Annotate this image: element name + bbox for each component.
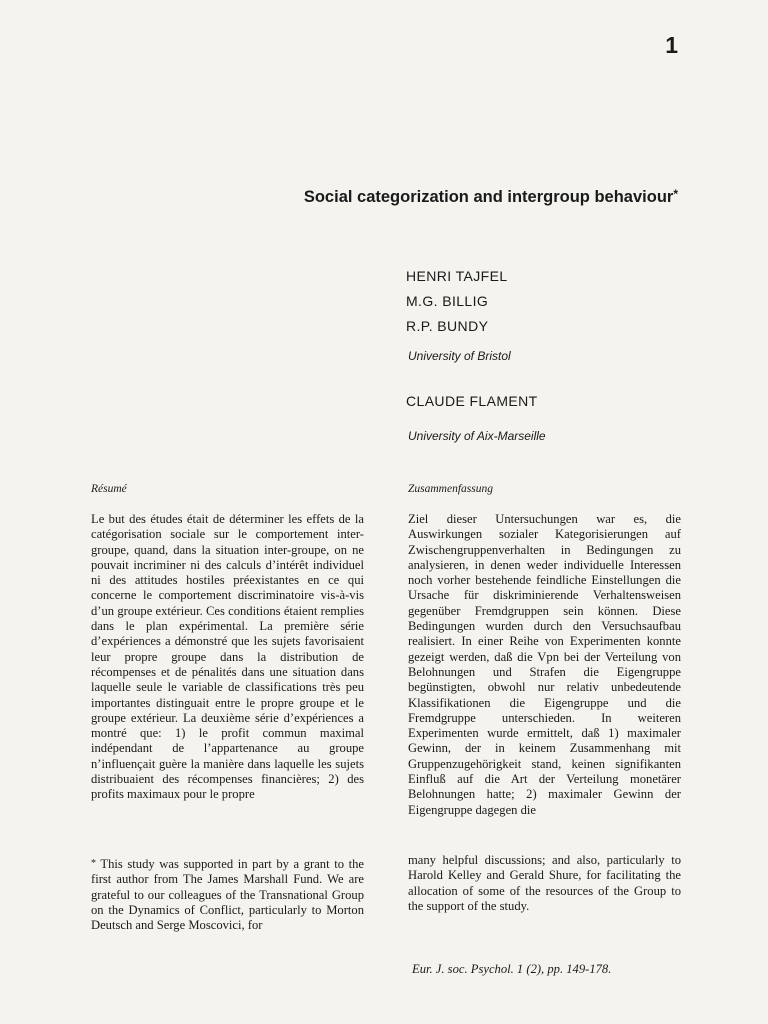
page-number: 1 — [665, 32, 678, 58]
zusammenfassung-heading: Zusammenfassung — [408, 483, 493, 495]
journal-citation: Eur. J. soc. Psychol. 1 (2), pp. 149-178. — [412, 962, 612, 976]
author-list-aix — [406, 389, 538, 414]
author-list-bristol — [406, 264, 508, 339]
article-title — [304, 187, 678, 207]
zusammenfassung-text: Ziel dieser Untersuchungen war es, die Auswirkungen sozialer Kategorisierungen auf Zwischengruppenverhalten in Bedingungen zu analysieren, in denen weder individuelle Interessen noch vorher bestehende feindliche Einstellungen die Ursache für diskriminierende Verhaltensweisen gegenüber Fremdgruppen sein können. Diese Bedingungen wurden durch den Versuchsaufbau realisiert. In einer Reihe von Experimenten konnte gezeigt werden, daß die Vpn bei der Verteilung von Belohnungen und Strafen die Eigengruppe begünstigten, obwohl nur relativ unbedeutende Klassifikationen die Eigengruppe und die Fremdgruppe unterschieden. In weiteren Experimenten wurde ermittelt, daß 1) maximaler Gewinn, der in keinem Zusammenhang mit Gruppenzugehörigkeit stand, keinen signifikanten Einfluß auf die Art der Verteilung monetärer Belohnungen hatte; 2) maximaler Gewinn der Eigengruppe dagegen die — [408, 512, 681, 817]
zusammenfassung-abstract — [408, 512, 681, 818]
resume-abstract — [91, 512, 364, 803]
author-name: R.P. BUNDY — [406, 318, 489, 334]
author-name: M.G. BILLIG — [406, 293, 489, 309]
footnote-right — [408, 853, 681, 914]
article-title-text: Social categorization and intergroup behaviour — [303, 188, 674, 206]
footnote-right-text: many helpful discussions; and also, particularly to Harold Kelley and Gerald Shure, for facilitating the allocation of some of the resources of the Group to the support of the study. — [408, 853, 681, 913]
author-name: HENRI TAJFEL — [406, 268, 508, 284]
footnote-left-text: This study was supported in part by a grant to the first author from The James Marshall Fund. We are grateful to our colleagues of the Transnational Group on the Dynamics of Conflict, particularly to Morton Deutsch and Serge Moscovici, for — [91, 857, 364, 933]
resume-text: Le but des études était de déterminer les effets de la catégorisation sociale sur le comportement inter-groupe, quand, dans la situation inter-groupe, on ne pouvait incriminer ni des calculs d’intérêt individuel ni des attitudes hostiles préexistantes en ce qui concerne le comportement discriminatoire vis-à-vis d’un groupe extérieur. Ces conditions étaient remplies dans le plan expérimental. La première série d’expériences a démonstré que les sujets favorisaient leur propre groupe dans la distribution de récompenses et de pénalités dans une situation dans laquelle seule le variable de classifications très peu importantes distinguait entre le propre groupe et le groupe extérieur. La deuxième série d’expériences a montré que: 1) le profit commun maximal indépendant de l’appartenance au groupe n’influençait guère la manière dans laquelle les sujets distribuaient des récompenses financières; 2) des profits maximaux pour le propre — [91, 512, 364, 802]
affiliation-aix: University of Aix-Marseille — [408, 429, 546, 443]
footnote-left — [91, 856, 364, 933]
footnote-symbol: * — [91, 858, 96, 869]
author-name: CLAUDE FLAMENT — [406, 393, 538, 409]
resume-heading: Résumé — [91, 483, 127, 495]
affiliation-bristol: University of Bristol — [408, 349, 511, 363]
title-footnote-mark: * — [673, 187, 678, 201]
